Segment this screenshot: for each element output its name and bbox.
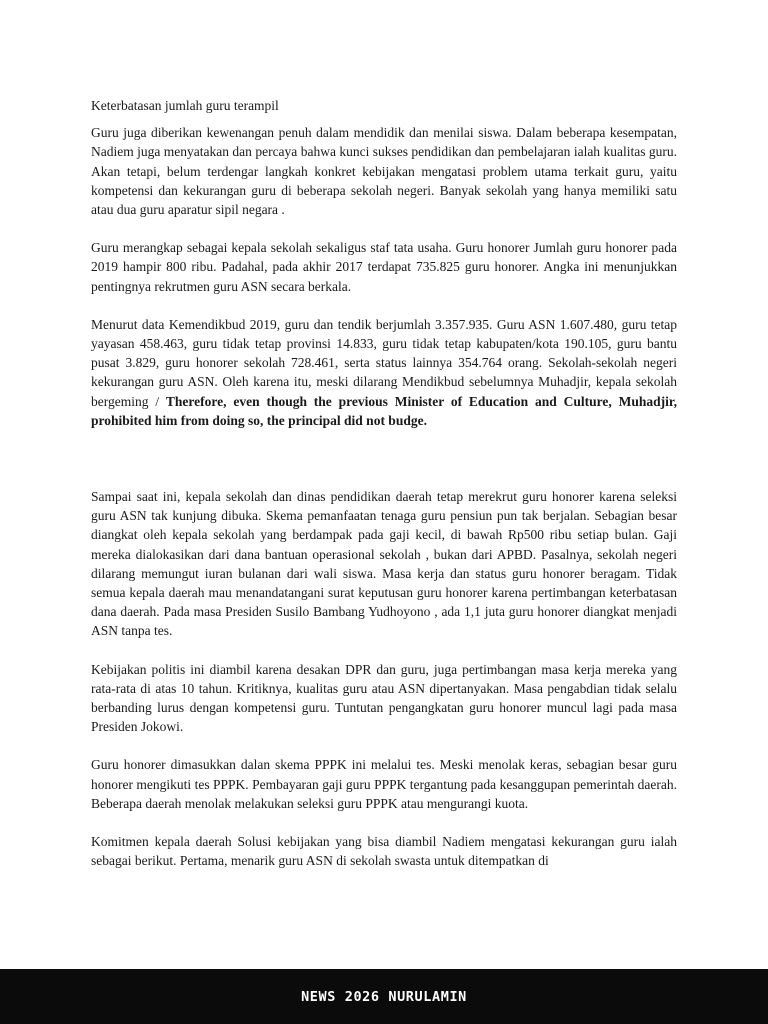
footer-bar: [0, 969, 768, 1024]
footer-label: NEWS 2026 NURULAMIN: [301, 988, 467, 1005]
paragraph-gap: [91, 219, 677, 238]
paragraph-gap: [91, 813, 677, 832]
paragraph-gap: [91, 641, 677, 660]
paragraph-gap: [91, 430, 677, 487]
paragraph-3-text: Menurut data Kemendikbud 2019, guru dan tendik berjumlah 3.357.935. Guru ASN 1.607.480, guru tetap yayasan 458.463, guru tidak tetap provinsi 14.833, guru tidak tetap kabupaten/kota 190.105, guru bantu pusat 3.829, guru honorer sekolah 728.461, serta status lainnya 354.764 orang. Sekolah-sekolah negeri kekurangan guru ASN. Oleh karena itu, meski dilarang Mendikbud sebelumnya Muhadjir, kepala sekolah bergeming /: [91, 316, 677, 409]
paragraph-gap: [91, 296, 677, 315]
paragraph-3-translation: Therefore, even though the previous Minister of Education and Culture, Muhadjir, prohibited him from doing so, the principal did not budge.: [91, 393, 677, 428]
paragraph-6: Guru honorer dimasukkan dalan skema PPPK ini melalui tes. Meski menolak keras, sebagian besar guru honorer mengikuti tes PPPK. Pembayaran gaji guru PPPK tergantung pada kesanggupan pemerintah daerah. Beberapa daerah menolak melakukan seleksi guru PPPK atau mengurangi kuota.: [91, 757, 677, 811]
section-heading: Keterbatasan jumlah guru terampil: [91, 98, 279, 113]
document-body: [91, 96, 677, 871]
paragraph-1: Guru juga diberikan kewenangan penuh dalam mendidik dan menilai siswa. Dalam beberapa kesempatan, Nadiem juga menyatakan dan percaya bahwa kunci sukses pendidikan dan pembelajaran ialah kualitas guru. Akan tetapi, belum terdengar langkah konkret kebijakan mengatasi problem utama terkait guru, yaitu kompetensi dan kekurangan guru di beberapa sekolah negeri. Banyak sekolah yang hanya memiliki satu atau dua guru aparatur sipil negara .: [91, 125, 677, 218]
paragraph-2: Guru merangkap sebagai kepala sekolah sekaligus staf tata usaha. Guru honorer Jumlah guru honorer pada 2019 hampir 800 ribu. Padahal, pada akhir 2017 terdapat 735.825 guru honorer. Angka ini menunjukkan pentingnya rekrutmen guru ASN secara berkala.: [91, 240, 677, 294]
paragraph-7: Komitmen kepala daerah Solusi kebijakan yang bisa diambil Nadiem mengatasi kekurangan guru ialah sebagai berikut. Pertama, menarik guru ASN di sekolah swasta untuk ditempatkan di: [91, 834, 677, 869]
paragraph-5: Kebijakan politis ini diambil karena desakan DPR dan guru, juga pertimbangan masa kerja mereka yang rata-rata di atas 10 tahun. Kritiknya, kualitas guru atau ASN dipertanyakan. Masa pengabdian tidak selalu berbanding lurus dengan kompetensi guru. Tuntutan pengangkatan guru honorer muncul lagi pada masa Presiden Jokowi.: [91, 661, 677, 735]
paragraph-4: Sampai saat ini, kepala sekolah dan dinas pendidikan daerah tetap merekrut guru honorer karena seleksi guru ASN tak kunjung dibuka. Skema pemanfaatan tenaga guru pensiun pun tak berjalan. Sebagian besar diangkat oleh kepala sekolah yang berdampak pada gaji kecil, di bawah Rp500 ribu setiap bulan. Gaji mereka dialokasikan dari dana bantuan operasional sekolah , bukan dari APBD. Pasalnya, sekolah negeri dilarang memungut iuran bulanan dari wali siswa. Masa kerja dan status guru honorer beragam. Tidak semua kepala daerah mau menandatangani surat keputusan guru honorer karena pertimbangan keterbatasan dana daerah. Pada masa Presiden Susilo Bambang Yudhoyono , ada 1,1 juta guru honorer diangkat menjadi ASN tanpa tes.: [91, 489, 677, 639]
paragraph-gap: [91, 736, 677, 755]
paragraph-3: [91, 315, 677, 430]
